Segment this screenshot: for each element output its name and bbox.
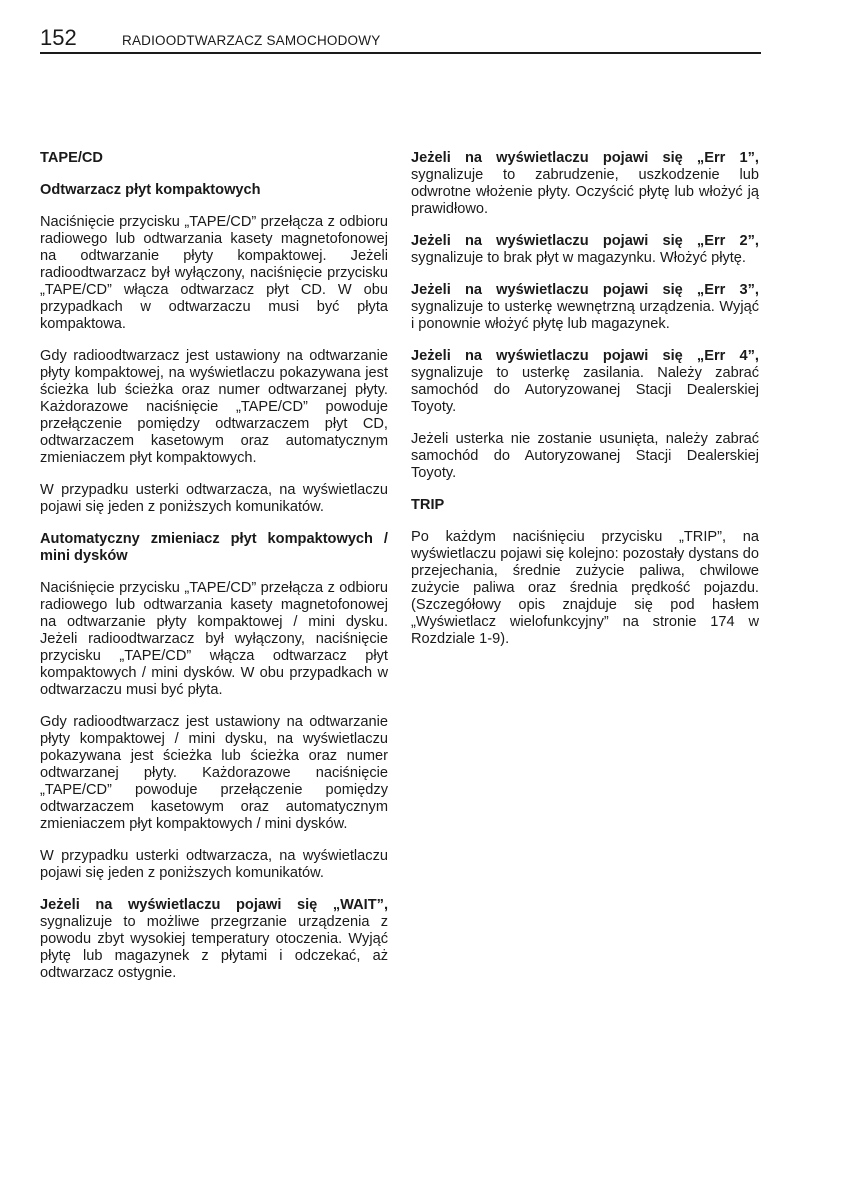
paragraph: Naciśnięcie przycisku „TAPE/CD” przełącza z odbioru radiowego lub odtwarzania kasety magnetofonowej na odtwarzanie płyty kompaktowej. Jeżeli radioodtwarzacz był wyłączony, naciśnięcie przycisku „TAPE/CD” włącza odtwarzacz płyt CD. W obu przypadkach w odtwarzaczu musi być płyta kompaktowa. — [40, 214, 388, 332]
page-number: 152 — [40, 25, 77, 50]
subheading-cd-player: Odtwarzacz płyt kompaktowych — [40, 182, 261, 198]
message-text: sygnalizuje to możliwe przegrzanie urządzenia z powodu zbyt wysokiej temperatury otoczenia. Wyjąć płytę lub magazynek z płytami i odczekać, aż odtwarzacz ostygnie. — [40, 914, 388, 981]
message-err1 — [411, 150, 759, 218]
message-text: sygnalizuje to zabrudzenie, uszkodzenie lub odwrotne włożenie płyty. Oczyścić płytę lub włożyć ją prawidłowo. — [411, 167, 759, 217]
page-header — [40, 26, 761, 54]
subheading-changer: Automatyczny zmieniacz płyt kompaktowych / mini dysków — [40, 531, 388, 564]
message-lead: Jeżeli na wyświetlaczu pojawi się „WAIT”, — [40, 897, 388, 913]
paragraph: Gdy radioodtwarzacz jest ustawiony na odtwarzanie płyty kompaktowej, na wyświetlaczu pokazywana jest ścieżka lub ścieżka oraz numer odtwarzanej płyty. Każdorazowe naciśnięcie „TAPE/CD” powoduje przełączenie pomiędzy odtwarzaczem płyt CD, odtwarzaczem kasetowym oraz automatycznym zmieniaczem płyt kompaktowych. — [40, 348, 388, 466]
paragraph: Po każdym naciśnięciu przycisku „TRIP”, na wyświetlaczu pojawi się kolejno: pozostały dystans do przejechania, średnie zużycie paliwa, chwilowe zużycie paliwa oraz średnia prędkość pojazdu. (Szczegółowy opis znajduje się pod hasłem „Wyświetlacz wielofunkcyjny” na stronie 174 w Rozdziale 1-9). — [411, 529, 759, 647]
section-heading-trip: TRIP — [411, 497, 445, 513]
paragraph: Gdy radioodtwarzacz jest ustawiony na odtwarzanie płyty kompaktowej / mini dysku, na wyświetlaczu pokazywana jest ścieżka lub ścieżka oraz numer odtwarzanej płyty. Każdorazowe naciśnięcie „TAPE/CD” powoduje przełączenie pomiędzy odtwarzaczem kasetowym oraz automatycznym zmieniaczem płyt kompaktowych / mini dysków. — [40, 714, 388, 832]
paragraph: Jeżeli usterka nie zostanie usunięta, należy zabrać samochód do Autoryzowanej Stacji Dealerskiej Toyoty. — [411, 431, 759, 481]
message-err2 — [411, 233, 759, 267]
message-text: sygnalizuje to brak płyt w magazynku. Włożyć płytę. — [411, 250, 746, 266]
running-title: RADIOODTWARZACZ SAMOCHODOWY — [122, 33, 381, 48]
right-column — [411, 150, 759, 663]
message-text: sygnalizuje to usterkę wewnętrzną urządzenia. Wyjąć i ponownie włożyć płytę lub magazynek. — [411, 299, 759, 332]
message-err3 — [411, 282, 759, 333]
left-column — [40, 150, 388, 997]
message-lead: Jeżeli na wyświetlaczu pojawi się „Err 4”, — [411, 348, 759, 364]
section-heading-tape-cd: TAPE/CD — [40, 150, 103, 166]
paragraph: W przypadku usterki odtwarzacza, na wyświetlaczu pojawi się jeden z poniższych komunikatów. — [40, 482, 388, 515]
paragraph: W przypadku usterki odtwarzacza, na wyświetlaczu pojawi się jeden z poniższych komunikatów. — [40, 848, 388, 881]
message-lead: Jeżeli na wyświetlaczu pojawi się „Err 1”, — [411, 150, 759, 166]
message-err4 — [411, 348, 759, 416]
paragraph: Naciśnięcie przycisku „TAPE/CD” przełącza z odbioru radiowego lub odtwarzania kasety magnetofonowej na odtwarzanie płyty kompaktowej / mini dysku. Jeżeli radioodtwarzacz był wyłączony, naciśnięcie przycisku „TAPE/CD” włącza odtwarzacz płyt kompaktowych / mini dysków. W obu przypadkach w odtwarzaczu musi być płyta. — [40, 580, 388, 698]
message-lead: Jeżeli na wyświetlaczu pojawi się „Err 2”, — [411, 233, 759, 249]
message-wait — [40, 897, 388, 982]
message-lead: Jeżeli na wyświetlaczu pojawi się „Err 3”, — [411, 282, 759, 298]
message-text: sygnalizuje to usterkę zasilania. Należy zabrać samochód do Autoryzowanej Stacji Dealerskiej Toyoty. — [411, 365, 759, 415]
